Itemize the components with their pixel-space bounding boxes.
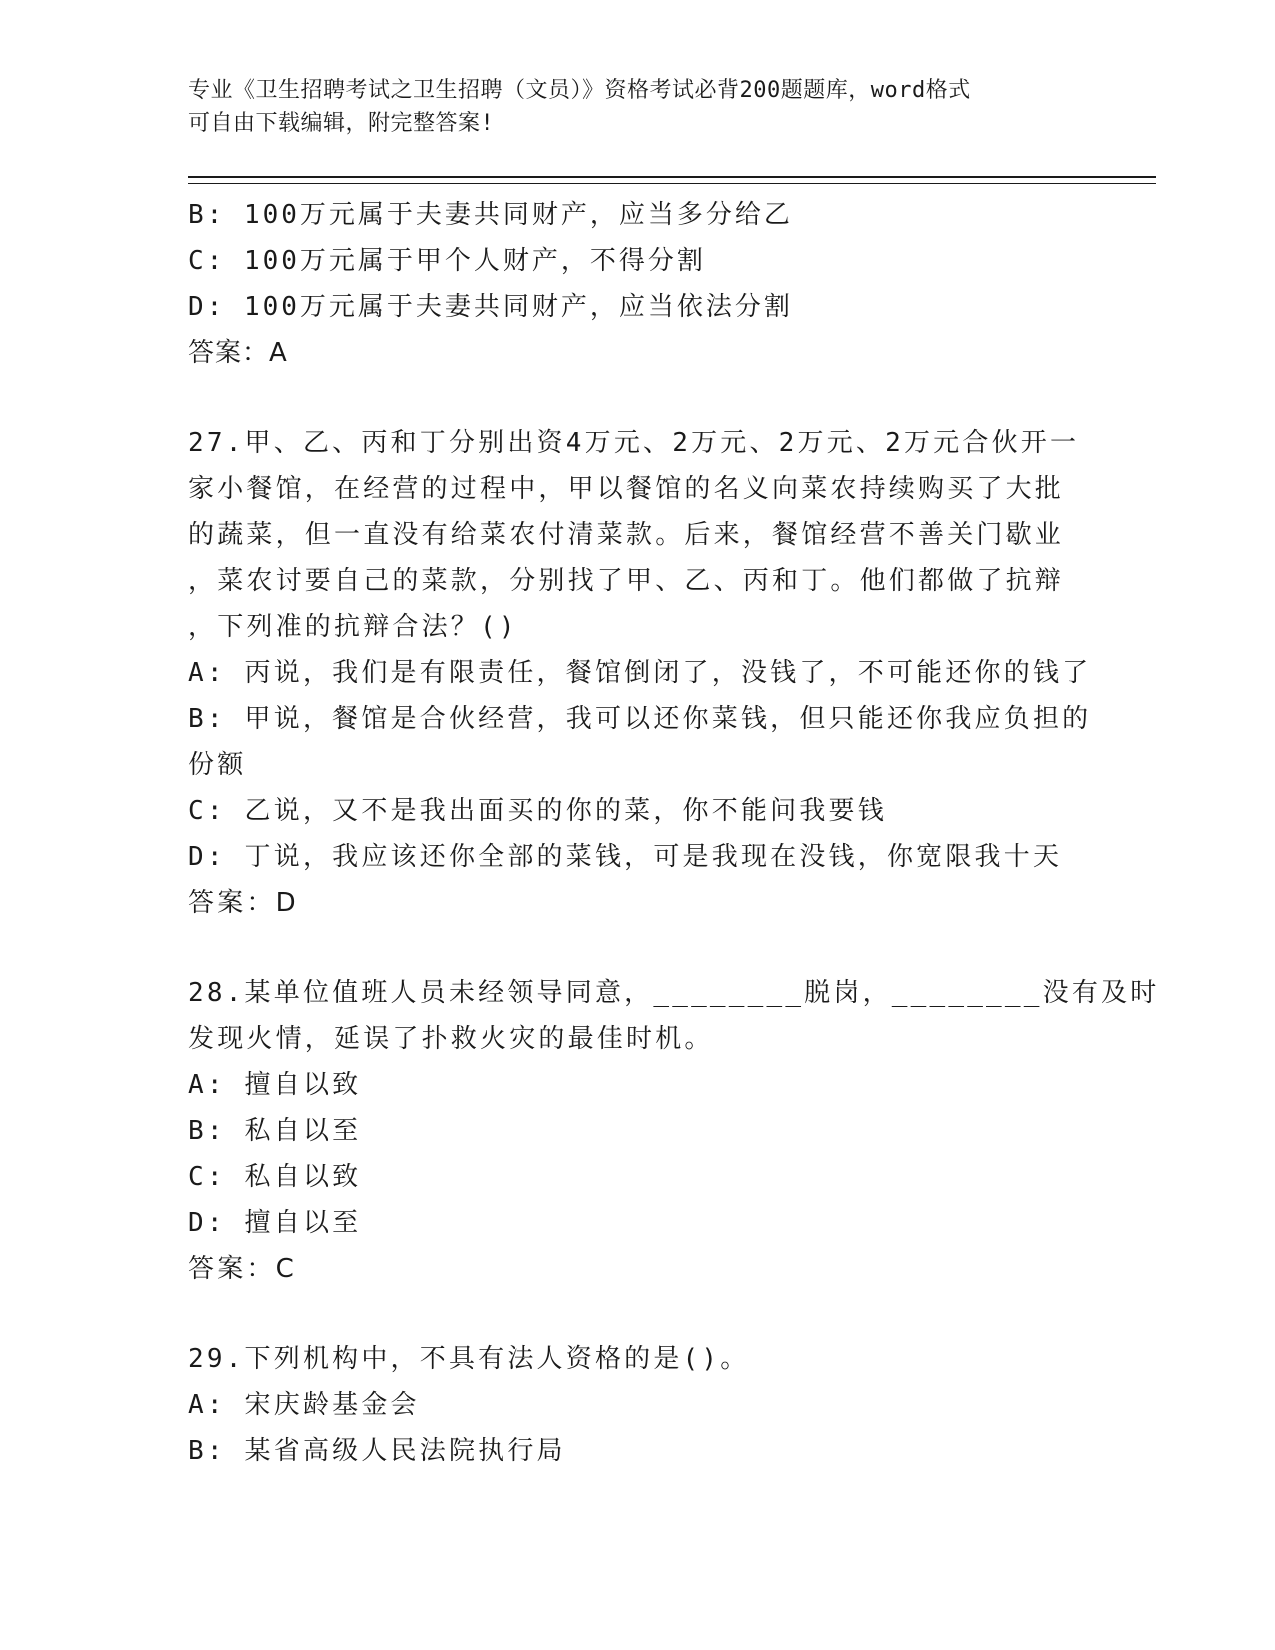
question-stem-line: 29.下列机构中，不具有法人资格的是()。	[188, 1344, 750, 1374]
question-27	[188, 420, 1092, 926]
option-d: D: 丁说，我应该还你全部的菜钱，可是我现在没钱，你宽限我十天	[188, 842, 1063, 872]
question-29	[188, 1336, 1088, 1474]
question-stem-line: 27.甲、乙、丙和丁分别出资4万元、2万元、2万元、2万元合伙开一	[188, 428, 1080, 458]
option-c: C: 乙说，又不是我出面买的你的菜，你不能问我要钱	[188, 796, 887, 826]
option-b: B: 100万元属于夫妻共同财产，应当多分给乙	[188, 200, 793, 230]
option-b: B: 某省高级人民法院执行局	[188, 1436, 566, 1466]
question-content	[188, 192, 1160, 1474]
question-28	[188, 970, 1160, 1292]
header-title-line-1: 专业《卫生招聘考试之卫生招聘（文员）》资格考试必背200题题库，word格式	[188, 78, 971, 103]
question-stem-line: 的蔬菜，但一直没有给菜农付清菜款。后来，餐馆经营不善关门歇业	[188, 520, 1065, 550]
option-c: C: 100万元属于甲个人财产，不得分割	[188, 246, 706, 276]
question-stem-line: ，下列准的抗辩合法？()	[188, 612, 518, 642]
question-stem-line: ，菜农讨要自己的菜款，分别找了甲、乙、丙和丁。他们都做了抗辩	[188, 566, 1065, 596]
question-spacer	[188, 926, 1088, 970]
option-b: B: 甲说，餐馆是合伙经营，我可以还你菜钱，但只能还你我应负担的	[188, 704, 1092, 734]
answer-line: 答案：C	[188, 1254, 297, 1284]
option-a: A: 擅自以致	[188, 1070, 362, 1100]
question-stem-line: 发现火情，延误了扑救火灾的最佳时机。	[188, 1024, 714, 1054]
answer-line: 答案：D	[188, 888, 299, 918]
option-b: B: 私自以至	[188, 1116, 362, 1146]
option-a: A: 宋庆龄基金会	[188, 1390, 420, 1420]
option-d: D: 擅自以至	[188, 1208, 362, 1238]
header-divider-thick	[188, 176, 1156, 178]
question-26-tail	[188, 192, 1088, 376]
question-stem-line: 28.某单位值班人员未经领导同意，________脱岗，________没有及时	[188, 978, 1160, 1008]
question-stem-line: 家小餐馆，在经营的过程中，甲以餐馆的名义向菜农持续购买了大批	[188, 474, 1065, 504]
option-d: D: 100万元属于夫妻共同财产，应当依法分割	[188, 292, 793, 322]
document-header	[188, 74, 1088, 140]
answer-line: 答案：A	[188, 338, 288, 368]
option-a: A: 丙说，我们是有限责任，餐馆倒闭了，没钱了，不可能还你的钱了	[188, 658, 1092, 688]
option-c: C: 私自以致	[188, 1162, 362, 1192]
option-b-continued: 份额	[188, 750, 247, 780]
question-spacer	[188, 1292, 1088, 1336]
header-title-line-2: 可自由下载编辑，附完整答案!	[188, 111, 495, 136]
header-divider-thin	[188, 183, 1156, 184]
question-spacer	[188, 376, 1088, 420]
